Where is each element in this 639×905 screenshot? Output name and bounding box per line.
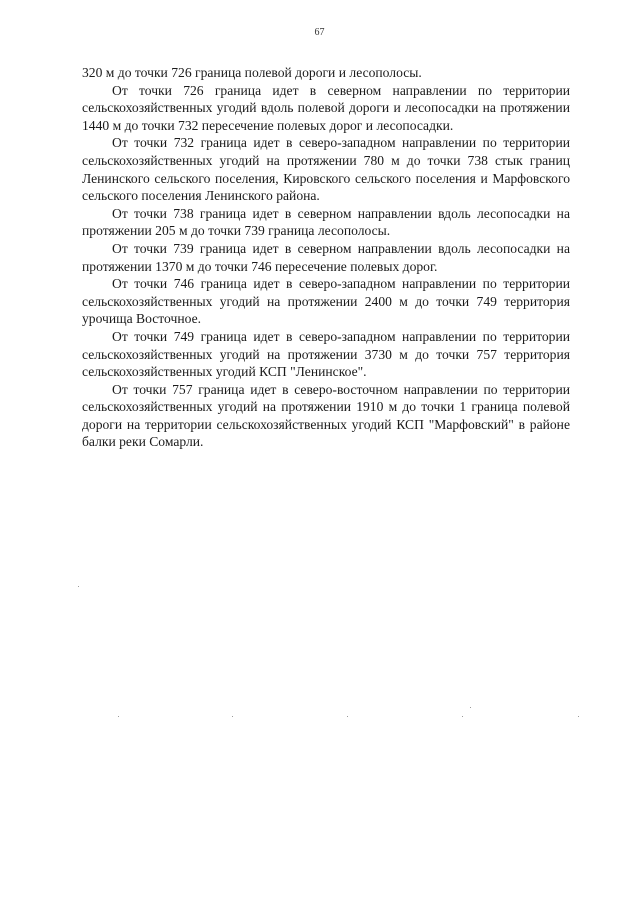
scan-speck [578, 716, 579, 717]
paragraph: От точки 739 граница идет в северном направлении вдоль лесопосадки на протяжении 1370 м до точки 746 пересечение полевых дорог. [82, 240, 570, 274]
page-number: 67 [314, 27, 325, 38]
paragraph: От точки 749 граница идет в северо-западном направлении по территории сельскохозяйственных угодий на протяжении 3730 м до точки 757 территория сельскохозяйственных угодий КСП "Ленинское". [82, 328, 570, 380]
paragraph: От точки 746 граница идет в северо-западном направлении по территории сельскохозяйственных угодий на протяжении 2400 м до точки 749 территория урочища Восточное. [82, 276, 570, 327]
paragraph: От точки 732 граница идет в северо-западном направлении по территории сельскохозяйственных угодий на протяжении 780 м до точки 738 стык границ Ленинского сельского поселения, Кировского сельского поселения и Марфовского сельского поселения Ленинского района. [82, 135, 570, 204]
scan-speck [232, 716, 233, 717]
paragraph: От точки 738 граница идет в северном направлении вдоль лесопосадки на протяжении 205 м до точки 739 граница лесополосы. [82, 205, 570, 239]
paragraph: От точки 726 граница идет в северном направлении по территории сельскохозяйственных угодий вдоль полевой дороги и лесопосадки на протяжении 1440 м до точки 732 пересечение полевых дорог и лесопосадки. [82, 82, 570, 133]
scan-speck [78, 586, 79, 587]
scan-speck [470, 707, 471, 708]
document-body [82, 64, 570, 451]
scan-speck [462, 716, 463, 717]
scan-speck [347, 716, 348, 717]
scan-speck [118, 716, 119, 717]
paragraph: От точки 757 граница идет в северо-восточном направлении по территории сельскохозяйственных угодий на протяжении 1910 м до точки 1 граница полевой дороги на территории сельскохозяйственных угодий КСП "Марфовский" в районе балки реки Сомарли. [82, 381, 570, 450]
paragraph: 320 м до точки 726 граница полевой дороги и лесополосы. [82, 65, 422, 80]
